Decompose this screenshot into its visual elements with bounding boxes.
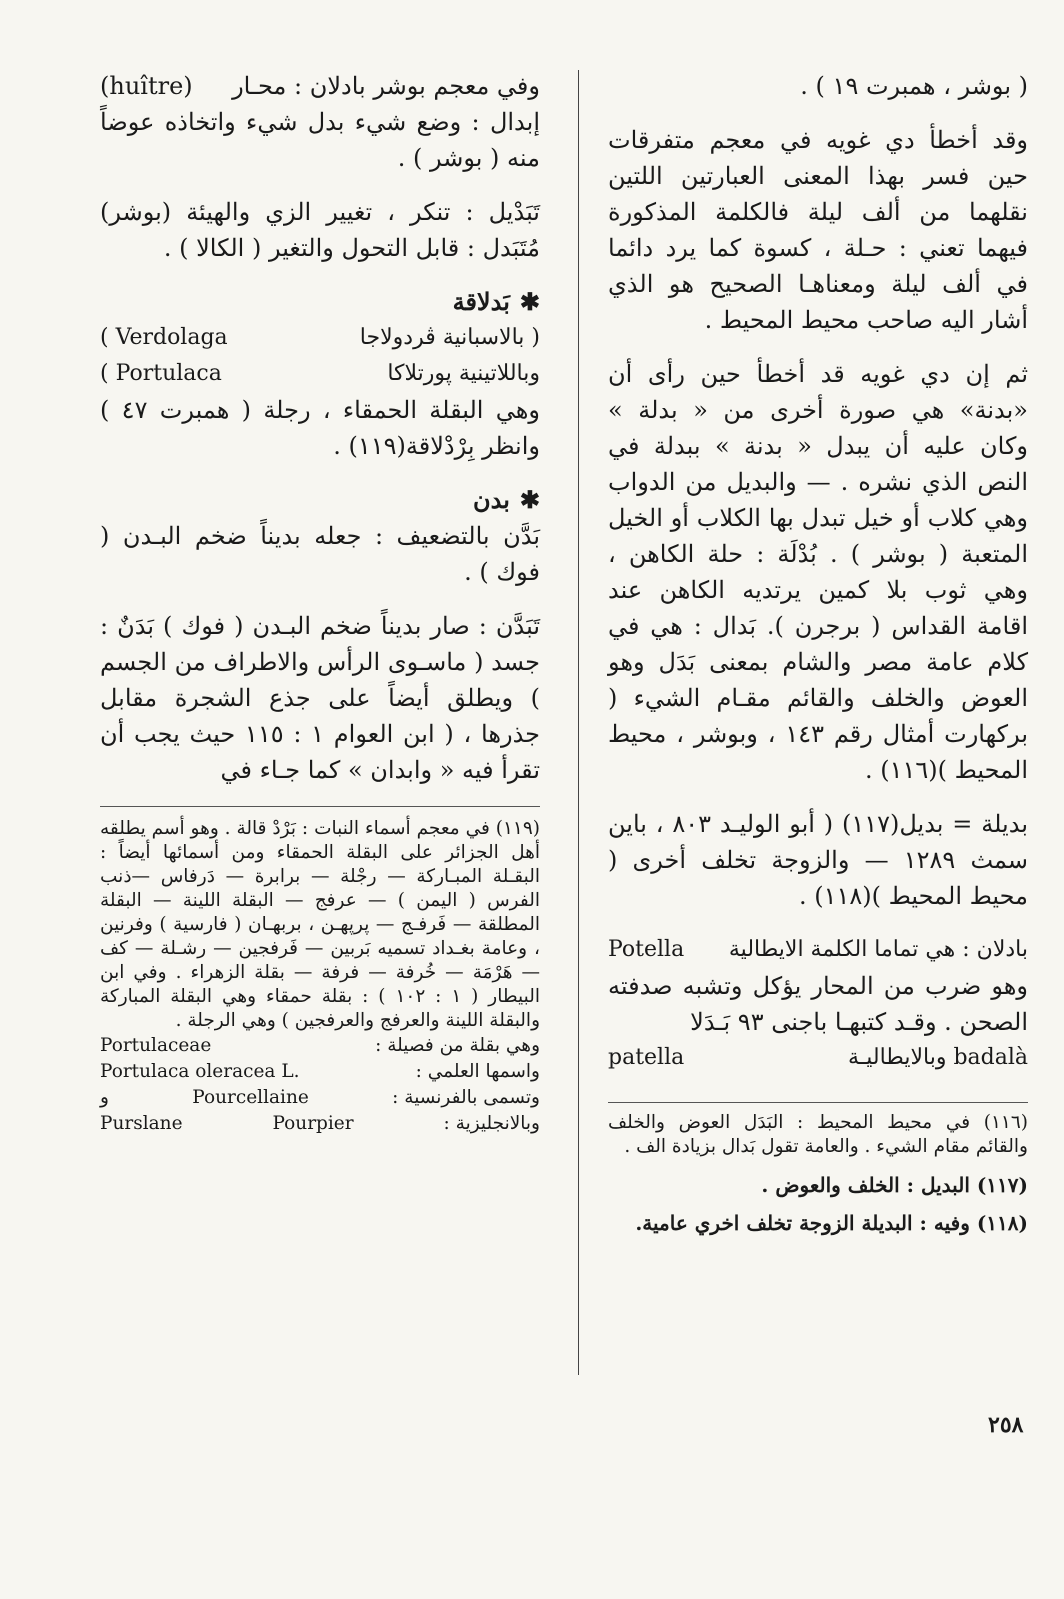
- page-number: ٢٥٨: [988, 1412, 1024, 1438]
- footnote-116: (١١٦) في محيط المحيط : البَدَل العوض والخلف والقائم مقام الشيء . والعامة تقول بَدال بزيادة الف .: [608, 1112, 1028, 1157]
- right-column: [608, 68, 1028, 1249]
- italian-line: [608, 1040, 1028, 1076]
- badalan-line: [608, 932, 1028, 968]
- latin-term: Pourcellaine: [192, 1087, 309, 1108]
- paragraph: تَبَدَّن : صار بديناً ضخم البـدن ( فوك ) بَدَنٌ : جسد ( ماسـوى الرأس والاطراف من الجسم ) ويطلق أيضاً على جذع الشجرة مقابل جذرها ، ( ابن العوام ١ : ١١٥ حيث يجب أن تقرأ فيه « وابدان » كما جـاء في: [100, 612, 540, 784]
- latin-term: Portulaca oleracea L.: [100, 1061, 300, 1082]
- spanish-line: [100, 320, 540, 356]
- asterisk-icon: ✱: [519, 485, 540, 514]
- scientific-line: [100, 1059, 540, 1085]
- asterisk-icon: ✱: [519, 287, 540, 316]
- footnote-117: (١١٧) البديل : الخلف والعوض .: [761, 1173, 1028, 1197]
- paragraph: ( بوشر ، همبرت ١٩ ) .: [800, 72, 1028, 100]
- intro-line: [100, 68, 540, 104]
- italian-label: [848, 1040, 1028, 1076]
- paragraph: تَبَدْيل : تنكر ، تغيير الزي والهيئة (بوشر) مُتَبَدل : قابل التحول والتغير ( الكالا ) .: [100, 198, 540, 262]
- latin-term: Portulaceae: [100, 1035, 212, 1056]
- latin-term: Purslane: [100, 1113, 183, 1134]
- label: وبالايطاليـة: [847, 1045, 947, 1070]
- latin-line: [100, 356, 540, 392]
- paragraph: إبدال : وضع شيء بدل شيء واتخاذه عوضاً منه ( بوشر ) .: [100, 108, 540, 172]
- latin-term: Potella: [608, 937, 685, 962]
- family-line: [100, 1033, 540, 1059]
- footnote-rule: [608, 1102, 1028, 1103]
- label: وبالانجليزية :: [443, 1113, 540, 1134]
- paragraph: ثم إن دي غويه قد أخطأ حين رأى أن «بدنة» هي صورة أخرى من « بدلة » وكان عليه أن يبدل « بدنة » ببدلة في النص الذي نشره . — والبديل من الدواب وهي كلاب أو خيل تبدل بها الكلاب أو الخيل المتعبة ( بوشر ) . بُدْلَة : حلة الكاهن ، وهي ثوب بلا كمين يرتديه الكاهن عند اقامة القداس ( برجرن ). بَدال : هي في كلام عامة مصر والشام بمعنى بَدَل وهو العوض والخلف والقائم مقـام الشيء ( بركهارت أمثال رقم ١٤٣ ، وبوشر ، محيط المحيط )(١١٦) .: [608, 360, 1029, 784]
- intro-text: وفي معجم بوشر بادلان : محـار: [232, 72, 540, 100]
- latin-term: (huître): [100, 72, 193, 100]
- heading-text: بدن: [472, 485, 510, 514]
- footnote-119: (١١٩) في معجم أسماء النبات : بَرْدْ قالة . وهو أسم يطلقه أهل الجزائر على البقلة الحمقاء ومن أسمائها أيضاً : البقـلة المبـاركة — رجْلة — برابرة — دَرفاس —ذنب الفرس ( اليمن ) — عرفج — البقلة اللينة — البقلة المطلقة — فَرفـج — پرپهـن ، بربهـان ( فارسية ) وفرنين ، وعامة بغـداد تسميه بَربين — فَرفجين — رشـلة — كف — هَرْمَة — خُرفة — فرفة — بقلة الزهراء . وفي ابن البيطار ( ١ : ١٠٢ ) : بقلة حمقاء وهي البقلة المباركة والبقلة اللينة والعرفج والعرفجين ) وهي الرجلة .: [100, 818, 540, 1031]
- latin-term: ( Portulaca: [100, 361, 222, 386]
- paragraph: بادلان : هي تماما الكلمة الايطالية: [728, 937, 1028, 962]
- english-line: [100, 1111, 540, 1137]
- column-divider: [578, 70, 579, 1375]
- label: ( بالاسبانية ڤردولاجا: [359, 325, 540, 350]
- label: و: [100, 1087, 109, 1108]
- entry-heading: [100, 284, 540, 320]
- latin-term: ( Verdolaga: [100, 325, 228, 350]
- latin-term: patella: [608, 1045, 685, 1070]
- footnote-rule: [100, 806, 540, 807]
- latin-term: badalà: [953, 1045, 1028, 1070]
- label: واسمها العلمي :: [415, 1061, 540, 1082]
- paragraph: وهي البقلة الحمقاء ، رجلة ( همبرت ٤٧ ) وانظر بِرْدْلاقة(١١٩) .: [100, 396, 540, 460]
- label: وباللاتينية پورتلاكا: [387, 361, 540, 386]
- latin-term: Pourpier: [272, 1113, 354, 1134]
- entry-heading: [100, 482, 540, 518]
- paragraph: وهو ضرب من المحار يؤكل وتشبه صدفته الصحن . وقـد كتبهـا باجنى ٩٣ بَـدَلا: [608, 972, 1028, 1036]
- french-line: [100, 1085, 540, 1111]
- left-column: [100, 68, 540, 1137]
- paragraph: بديلة = بديل(١١٧) ( أبو الوليـد ٨٠٣ ، باين سمث ١٢٨٩ — والزوجة تخلف أخرى ( محيط المحيط )(١١٨) .: [608, 810, 1028, 910]
- footnote-118: (١١٨) وفيه : البديلة الزوجة تخلف اخري عامية.: [635, 1211, 1028, 1235]
- label: وتسمى بالفرنسية :: [392, 1087, 540, 1108]
- paragraph: وقد أخطأ دي غويه في معجم متفرقات حين فسر بهذا المعنى العبارتين اللتين نقلهما من ألف ليلة فالكلمة المذكورة فيهما تعني : حـلة ، كسوة كما يرد دائما في ألف ليلة ومعناهـا الصحيح هو الذي أشار اليه صاحب محيط المحيط .: [608, 126, 1028, 334]
- heading-text: بَدلاقة: [452, 287, 510, 316]
- label: وهي بقلة من فصيلة :: [375, 1035, 540, 1056]
- paragraph: بَدَّن بالتضعيف : جعله بديناً ضخم البـدن ( فوك ) .: [100, 522, 540, 586]
